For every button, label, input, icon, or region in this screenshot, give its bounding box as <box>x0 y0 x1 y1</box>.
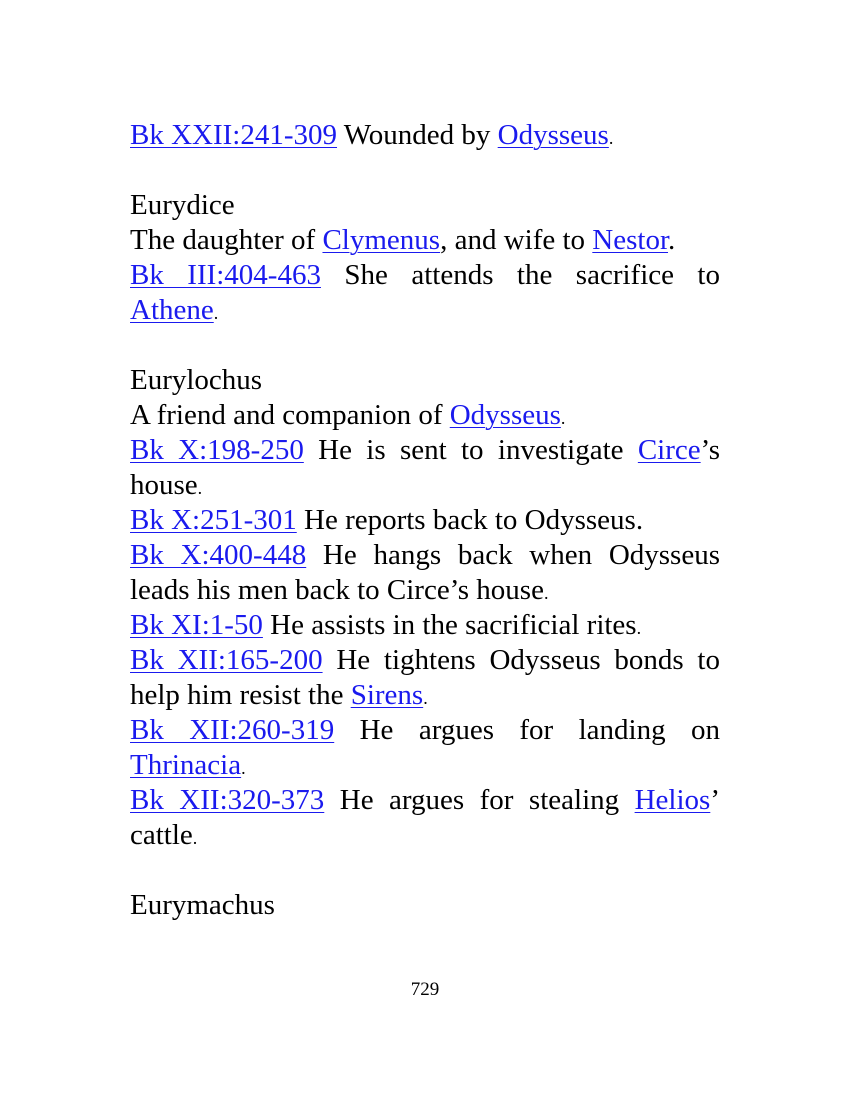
spacer <box>130 153 720 188</box>
reference-link[interactable]: Bk XII:260-319 <box>130 714 335 746</box>
spacer <box>130 853 720 888</box>
entry-text: A friend and companion of <box>130 399 450 431</box>
entry-text: ’s <box>700 434 720 466</box>
entry-text: He is sent to investigate <box>303 434 638 466</box>
name-link[interactable]: Odysseus <box>497 119 609 151</box>
index-content <box>130 118 720 923</box>
reference-link[interactable]: Bk X:251-301 <box>130 504 297 536</box>
entry-line <box>130 538 720 573</box>
entry-text: The daughter of <box>130 224 323 256</box>
punctuation: . <box>608 128 614 148</box>
entry-text: leads his men back to Circe’s house <box>130 574 544 606</box>
reference-link[interactable]: Bk XII:320-373 <box>130 784 325 816</box>
entry-text: He tightens Odysseus bonds to <box>322 644 720 676</box>
entry-line <box>130 713 720 748</box>
reference-link[interactable]: Bk X:400-448 <box>130 539 307 571</box>
entry-line <box>130 258 720 293</box>
entry-line <box>130 748 720 783</box>
entry-line <box>130 433 720 468</box>
entry-heading: Eurydice <box>130 189 235 221</box>
punctuation: . <box>241 758 246 778</box>
entry-text: house <box>130 469 198 501</box>
entry-text: Wounded by <box>337 119 498 151</box>
entry-line <box>130 818 720 853</box>
punctuation: . <box>543 583 549 603</box>
name-link[interactable]: Nestor <box>592 224 669 256</box>
entry-line <box>130 468 720 503</box>
reference-link[interactable]: Bk XII:165-200 <box>130 644 323 676</box>
entry-line <box>130 503 720 538</box>
entry-line <box>130 573 720 608</box>
reference-link[interactable]: Bk X:198-250 <box>130 434 304 466</box>
entry-heading: Eurymachus <box>130 889 275 921</box>
reference-link[interactable]: Bk XXII:241-309 <box>130 119 338 151</box>
entry-description <box>130 223 720 258</box>
spacer <box>130 328 720 363</box>
punctuation: . <box>668 224 676 256</box>
name-link[interactable]: Clymenus <box>322 224 441 256</box>
punctuation: . <box>636 618 642 638</box>
name-link[interactable]: Thrinacia <box>130 749 242 781</box>
entry-text: He argues for landing on <box>334 714 720 746</box>
punctuation: . <box>560 408 566 428</box>
entry-text: cattle <box>130 819 193 851</box>
entry-heading: Eurylochus <box>130 364 263 396</box>
name-link[interactable]: Circe <box>637 434 701 466</box>
entry-text: ’ <box>710 784 720 816</box>
page-number: 729 <box>410 979 440 1000</box>
entry-text: He hangs back when Odysseus <box>306 539 721 571</box>
entry-text: He reports back to Odysseus. <box>296 504 644 536</box>
entry-text: He argues for stealing <box>324 784 635 816</box>
entry-description <box>130 398 720 433</box>
punctuation: . <box>423 688 428 708</box>
punctuation: . <box>192 828 198 848</box>
name-link[interactable]: Helios <box>634 784 711 816</box>
name-link[interactable]: Athene <box>130 294 214 326</box>
entry-line <box>130 118 720 153</box>
name-link[interactable]: Odysseus <box>449 399 561 431</box>
entry-line <box>130 678 720 713</box>
punctuation: . <box>213 303 219 323</box>
entry-line <box>130 783 720 818</box>
entry-text: He assists in the sacrificial rites <box>262 609 637 641</box>
entry-text: , and wife to <box>440 224 593 256</box>
punctuation: . <box>197 478 203 498</box>
entry-text: help him resist the <box>130 679 351 711</box>
entry-line <box>130 608 720 643</box>
entry-line <box>130 293 720 328</box>
entry-text: She attends the sacrifice to <box>320 259 720 291</box>
reference-link[interactable]: Bk XI:1-50 <box>130 609 263 641</box>
name-link[interactable]: Sirens <box>350 679 424 711</box>
reference-link[interactable]: Bk III:404-463 <box>130 259 321 291</box>
entry-line <box>130 643 720 678</box>
